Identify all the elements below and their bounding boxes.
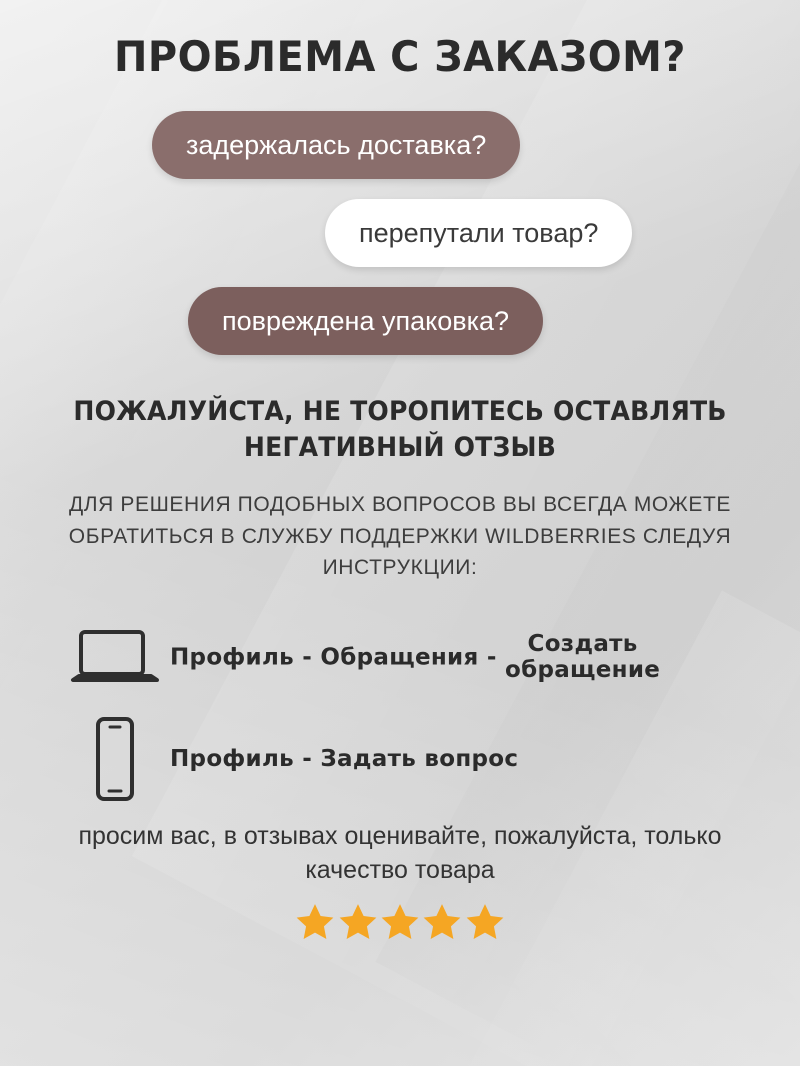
instruction-sep: - <box>293 745 321 772</box>
instruction-part-profile: Профиль <box>170 644 294 671</box>
instruction-part-create-line1: Создать <box>527 631 638 657</box>
instruction-part-requests: Обращения <box>320 644 479 671</box>
question-bubbles <box>0 111 800 376</box>
rating-stars <box>0 901 800 948</box>
instruction-part-create-line2: обращение <box>505 656 661 683</box>
bubble-wrong-item: перепутали товар? <box>325 199 632 267</box>
page-title: ПРОБЛЕМА С ЗАКАЗОМ? <box>114 32 686 81</box>
star-icon <box>421 901 463 943</box>
list-item <box>60 618 800 698</box>
footer-note: просим вас, в отзывах оценивайте, пожалуйста, только качество товара <box>78 821 722 884</box>
instruction-part-ask-question: Задать вопрос <box>320 745 519 772</box>
laptop-icon <box>60 626 170 690</box>
instruction-sep: - <box>293 644 321 671</box>
smartphone-icon <box>60 716 170 802</box>
instruction-part-create-request <box>505 632 660 684</box>
star-icon <box>294 901 336 943</box>
support-instructions-text: ДЛЯ РЕШЕНИЯ ПОДОБНЫХ ВОПРОСОВ ВЫ ВСЕГДА МОЖЕТЕ ОБРАТИТЬСЯ В СЛУЖБУ ПОДДЕРЖКИ WILDBERRIES СЛЕДУЯ ИНСТРУКЦИИ: <box>68 493 732 580</box>
list-item <box>60 716 800 802</box>
star-icon <box>337 901 379 943</box>
star-icon <box>379 901 421 943</box>
instruction-text-mobile <box>170 746 518 772</box>
bubble-damaged-package: повреждена упаковка? <box>188 287 543 355</box>
subheading: ПОЖАЛУЙСТА, НЕ ТОРОПИТЕСЬ ОСТАВЛЯТЬ НЕГАТИВНЫЙ ОТЗЫВ <box>73 396 727 463</box>
instruction-sep: - <box>478 644 505 671</box>
instruction-list <box>0 618 800 802</box>
star-icon <box>464 901 506 943</box>
bubble-delivery-delay: задержалась доставка? <box>152 111 520 179</box>
instruction-text-desktop <box>170 632 660 684</box>
instruction-part-profile: Профиль <box>170 745 294 772</box>
